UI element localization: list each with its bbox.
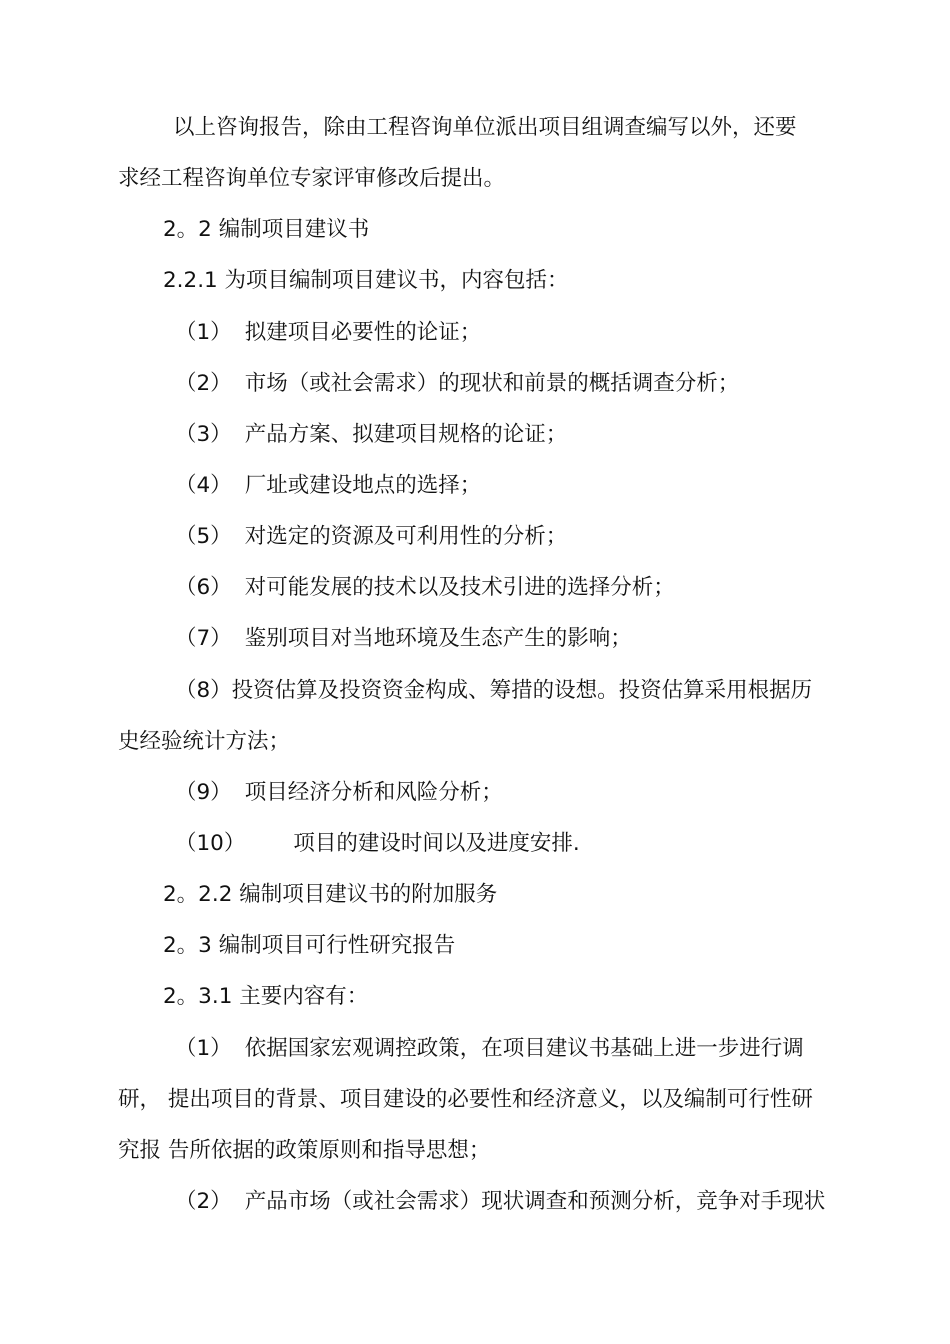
list-item: （8）投资估算及投资资金构成、筹措的设想。投资估算采用根据历 — [175, 678, 813, 703]
list-item-number: （2） — [175, 1189, 232, 1214]
list-item-number: （3） — [175, 422, 232, 447]
list-item-continuation: 究报 告所依据的政策原则和指导思想； — [118, 1138, 491, 1163]
list-item-number: （6） — [175, 575, 232, 600]
list-item — [175, 573, 899, 603]
list-item-number: （1） — [175, 1036, 232, 1061]
list-item — [175, 420, 899, 450]
list-item-number: （9） — [175, 780, 232, 805]
section-heading: 2。2 编制项目建议书 — [163, 217, 370, 242]
list-item-text: 对可能发展的技术以及技术引进的选择分析； — [244, 575, 675, 600]
list-item-number: （10） — [175, 831, 246, 856]
section-heading: 2。3 编制项目可行性研究报告 — [163, 933, 456, 958]
list-item-text: 依据国家宏观调控政策，在项目建议书基础上进一步进行调 — [244, 1036, 804, 1061]
list-item — [175, 829, 899, 859]
list-item-text: 项目经济分析和风险分析； — [244, 780, 503, 805]
paragraph-line: 以上咨询报告，除由工程咨询单位派出项目组调查编写以外，还要 — [173, 115, 797, 140]
list-item-number: （2） — [175, 371, 232, 396]
list-item-number: （7） — [175, 626, 232, 651]
list-item-text: 产品市场（或社会需求）现状调查和预测分析，竞争对手现状 — [244, 1189, 826, 1214]
list-item-number: （5） — [175, 524, 232, 549]
list-item — [175, 369, 899, 399]
paragraph-line: 求经工程咨询单位专家评审修改后提出。 — [118, 166, 506, 191]
list-item-text: 产品方案、拟建项目规格的论证； — [244, 422, 568, 447]
list-item-text: 厂址或建设地点的选择； — [244, 473, 482, 498]
list-item — [175, 624, 899, 654]
subsection-heading: 2.2.1 为项目编制项目建议书，内容包括： — [163, 268, 569, 293]
list-item — [175, 1034, 899, 1064]
list-item — [175, 778, 899, 808]
list-item-text: 市场（或社会需求）的现状和前景的概括调查分析； — [244, 371, 740, 396]
subsection-heading: 2。3.1 主要内容有： — [163, 984, 369, 1009]
list-item — [175, 522, 899, 552]
list-item-text: 对选定的资源及可利用性的分析； — [244, 524, 568, 549]
list-item — [175, 318, 899, 348]
list-item-text: 拟建项目必要性的论证； — [244, 320, 482, 345]
list-item-continuation: 研， 提出项目的背景、项目建设的必要性和经济意义，以及编制可行性研 — [118, 1087, 813, 1112]
list-item-number: （4） — [175, 473, 232, 498]
list-item — [175, 1187, 899, 1217]
list-item-text: 鉴别项目对当地环境及生态产生的影响； — [244, 626, 632, 651]
list-item-continuation: 史经验统计方法； — [118, 729, 291, 754]
subsection-heading: 2。2.2 编制项目建议书的附加服务 — [163, 882, 498, 907]
list-item-number: （1） — [175, 320, 232, 345]
list-item — [175, 471, 899, 501]
list-item-text: 项目的建设时间以及进度安排. — [293, 831, 580, 856]
